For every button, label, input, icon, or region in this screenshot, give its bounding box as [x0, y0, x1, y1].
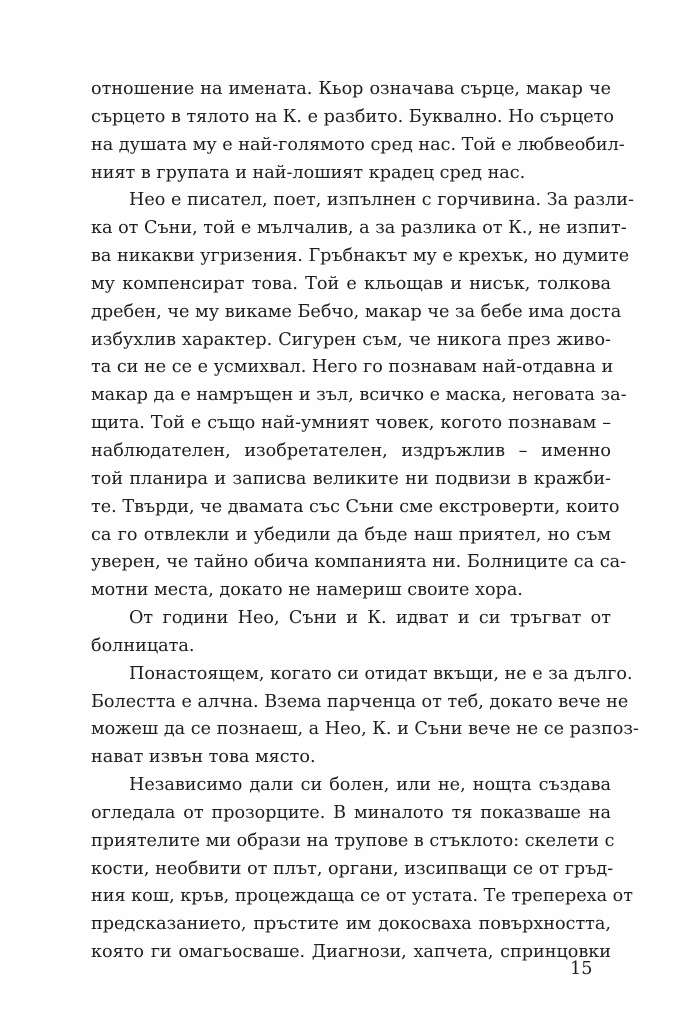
paragraph-first-line: От години Нео, Съни и К. идват и си тръгват от — [129, 608, 611, 629]
text-line: огледала от прозорците. В миналото тя показваше на — [91, 802, 611, 823]
text-line: Болестта е алчна. Взема парченца от теб, докато вече не — [91, 691, 629, 712]
text-line: избухлив характер. Сигурен съм, че никога през живо- — [91, 329, 611, 350]
text-line: приятелите ми образи на трупове в стъклото: скелети с — [91, 830, 615, 851]
text-line: ния кош, кръв, процеждаща се от устата. Те трепереха от — [91, 886, 633, 907]
text-line: сърцето в тялото на К. е разбито. Буквално. Но сърцето — [91, 106, 615, 127]
text-line: на душата му е най-голямото сред нас. Той е любвеобил- — [91, 134, 625, 155]
text-line: предсказанието, пръстите им докосваха повърхността, — [91, 914, 611, 935]
text-line: ва никакви угризения. Гръбнакът му е крехък, но думите — [91, 246, 630, 267]
text-line: са го отвлекли и убедили да бъде наш приятел, но съм — [91, 524, 611, 545]
paragraph-first-line: Понастоящем, когато си отидат вкъщи, не е за дълго. — [129, 663, 633, 684]
text-line: ният в групата и най-лошият крадец сред нас. — [91, 162, 526, 183]
text-line: му компенсират това. Той е кльощав и нисък, толкова — [91, 273, 611, 294]
text-line: болницата. — [91, 635, 195, 656]
text-line: та си не се е усмихвал. Него го познавам най-отдавна и — [91, 357, 614, 378]
page-number: 15 — [570, 959, 593, 979]
text-line: кости, необвити от плът, органи, изсипващи се от гръд- — [91, 858, 614, 879]
paragraph-first-line: Нео е писател, поет, изпълнен с горчивина. За разли- — [129, 190, 634, 211]
text-line: мотни места, докато не намериш своите хора. — [91, 580, 523, 601]
text-line: уверен, че тайно обича компанията ни. Болниците са са- — [91, 552, 627, 573]
text-line: ка от Съни, той е мълчалив, а за разлика от К., не изпит- — [91, 218, 627, 239]
paragraph-first-line: Независимо дали си болен, или не, нощта създава — [129, 775, 611, 796]
text-line: щита. Той е също най-умният човек, когото познавам – — [91, 413, 611, 434]
text-line: нават извън това място. — [91, 747, 316, 768]
text-line: отношение на имената. Кьор означава сърце, макар че — [91, 79, 611, 99]
text-line: те. Твърди, че двамата със Съни сме екстроверти, които — [91, 496, 620, 517]
text-line: която ги омагьосваше. Диагнози, хапчета, спринцовки — [91, 942, 611, 963]
text-line: можеш да се познаеш, а Нео, К. и Съни вече не се разпоз- — [91, 719, 639, 740]
text-line: той планира и записва великите ни подвизи в кражби- — [91, 468, 611, 489]
body-text — [91, 76, 639, 967]
text-line: дребен, че му викаме Бебчо, макар че за бебе има доста — [91, 301, 622, 322]
text-line: наблюдателен, изобретателен, издръжлив – именно — [91, 440, 611, 461]
text-line: макар да е намръщен и зъл, всичко е маска, неговата за- — [91, 385, 627, 406]
